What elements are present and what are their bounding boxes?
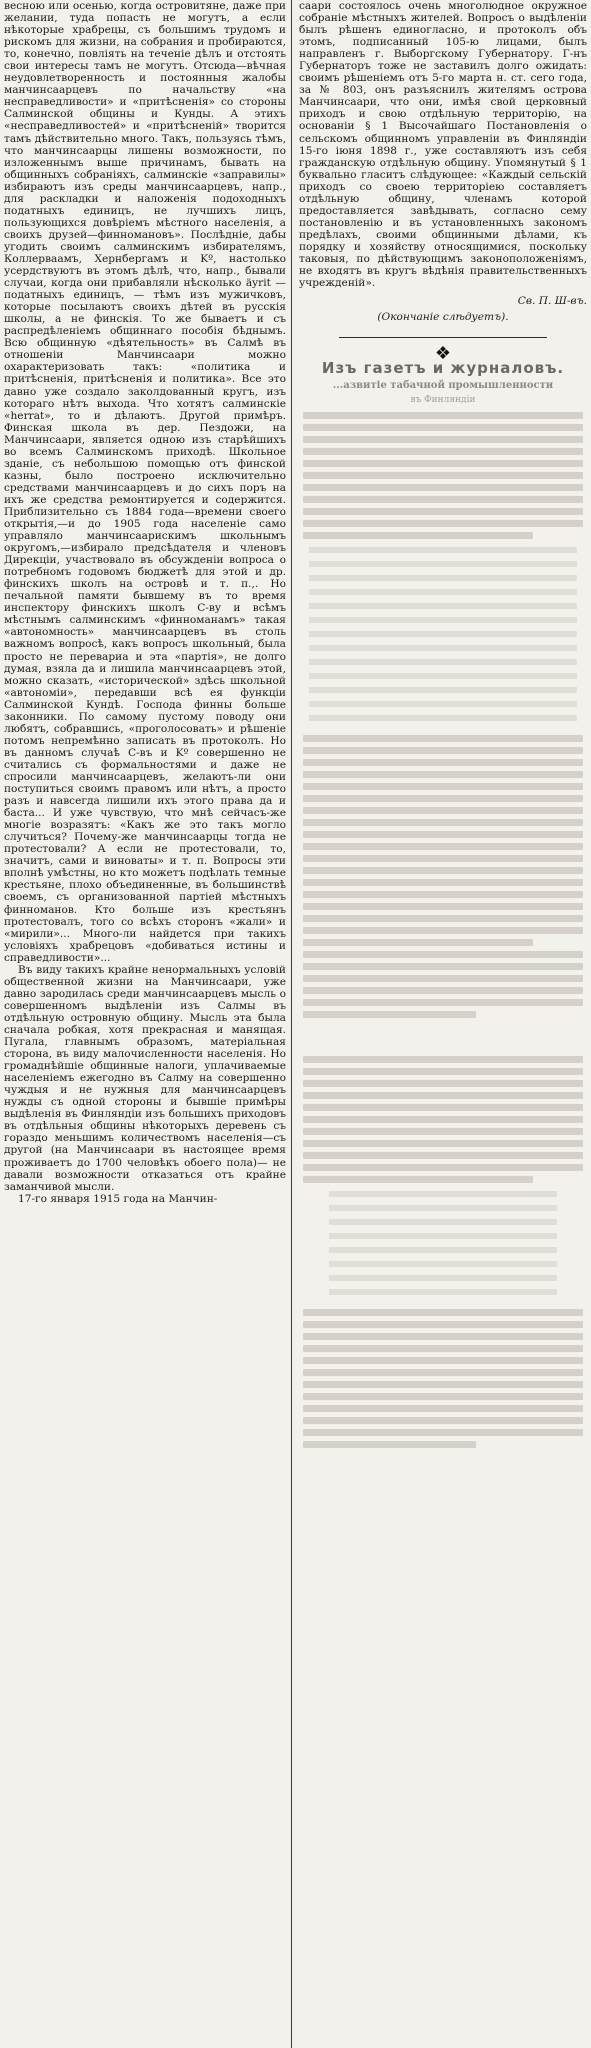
ornament-icon: ❖ [434, 343, 452, 365]
continuation-note: (Окончаніе слѣдуетъ). [377, 311, 509, 324]
section-subheading-2: въ Финляндіи [410, 395, 476, 406]
faded-news-section [299, 343, 587, 1448]
section-subheading: ...азвитіе табачной промышленности [332, 380, 554, 392]
article-paragraph-1: весною или осенью, когда островитяне, даже при желании, туда попасть не могутъ, а если нѣкоторые храбрецы, съ большимъ трудомъ и рискомъ для жизни, на собрания и пробираются, то, конечно, повлiять на теченiе дѣлъ и отстоять свои интересы тамъ не могутъ. Отсюда—вѣчная неудовлетворенность и постоянныя жалобы манчинсаарцевъ по начальству «на несправедливости» и «притѣсненія» со стороны Салминской общины и Кунды. А этихъ «несправедливостей» и «притѣсненій» творится тамъ дѣйствительно много. Такъ, пользуясь тѣмъ, что манчинсаарцы лишены возможности, по изложеннымъ выше причинамъ, бывать на общинныхъ собраніяхъ, салминскіе «заправилы» избираютъ изъ среды манчинсаарцевъ, напр., для раскладки и наложенія подоходныхъ податныхъ единицъ, не лучшихъ лицъ, пользующихся довѣріемъ мѣстного населенія, а своихъ друзей—финномановъ». Послѣдніе, дабы угодить своимъ салминскимъ избирателямъ, Коллерваамъ, Хернбергамъ и Kº, настолько усердствуютъ въ этомъ дѣлѣ, что, напр., бывали случаи, когда они прибавляли нѣсколько äyrit — податныхъ единицъ, — тѣмъ изъ мужичковъ, которые посылаютъ своихъ дѣтей въ русскія школы, а не финскія. То же бываетъ и съ распредѣленіемъ общиннаго пособія бѣднымъ. Всю общинную «дѣятельность» въ Салмѣ въ отношеніи Манчинсаари можно охарактеризовать такъ: «политика и притѣсненія, притѣсненія и политика». Все это давно уже создало заколдованный кругъ, изъ котораго нѣтъ выхода. Что хотятъ салминскіе «herrat», то и дѣлаютъ. Другой примѣръ. Финская школа въ дер. Пездожи, на Манчинсаари, является одною изъ старѣйшихъ во всемъ Салминскомъ приходѣ. Школьное зданіе, съ небольшою помощью отъ финской казны, было построено исключительно средствами манчинсаарцевъ и до сихъ поръ на ихъ же средства ремонтируется и содержится. Приблизительно съ 1884 года—времени своего открытія,—и до 1905 года населеніе само управляло манчинсаарискимъ школьнымъ округомъ,—избирало предсѣдателя и членовъ Дирекціи, участвовало въ обсужденіи вопроса о потребномъ годовомъ бюджетѣ для этой и др. финскихъ школъ на островѣ и т. п.,. Но печальной памяти бывшему въ то время инспектору финскихъ школъ С-ву и всѣмъ мѣстнымъ салминскимъ «финноманамъ» такая «автономность» манчинсаарцевъ въ столь важномъ вопросѣ, какъ вопросъ школьный, была просто не перевариа и эта «партія», не долго думая, взяла да и лишила манчинсаарцевъ этой, можно сказать, «исторической» здѣсь школьной «автономіи», передавши всѣ ея функціи Салминской Кундѣ. Господа финны больше законники. По самому пустому поводу они любятъ, собравшись, «проголосовать» и рѣшеніе потомъ непремѣнно записать въ протоколъ. Но въ данномъ случаѣ С-въ и Kº совершенно не считались съ формальностями и даже не спросили манчинсаарцевъ, желаютъ-ли они поступиться своимъ правомъ или нѣтъ, а просто разъ и навсегда лишили ихъ этого права да и баста... И уже чувствую, что мнѣ сейчасъ-же многіе возразятъ: «Какъ же это такъ могло случиться? Почему-же манчинсаарцы тогда не протестовали? А если не протестовали, то, значитъ, сами и виноваты» и т. п. Вопросы эти вполнѣ умѣстны, но кто можетъ подѣлать темные крестьяне, плохо объединенные, въ большинствѣ своемъ, съ организованной партіей мѣстныхъ финноманов. Кто больше изъ крестьянъ протестовалъ, того со всѣхъ сторонъ «жали» и «мирили»... Много-ли найдется при такихъ условіяхъ храбрецовъ «добиваться истины и справедливости»... [4, 0, 286, 964]
faded-statistics-table [309, 547, 577, 727]
author-signature: Св. П. Ш-въ. [517, 295, 587, 308]
faded-statistics-table-2 [329, 1191, 557, 1301]
faded-text-block-2 [299, 735, 587, 1018]
article-paragraph-2: Въ виду такихъ крайне ненормальныхъ условій общественной жизни на Манчинсаари, уже давно зародилась среди манчинсаарцевъ мысль о совершенномъ выдѣленіи изъ Салмы въ отдѣльную островную общину. Мысль эта была сначала робкая, хотя прекрасная и манящая. Пугала, главнымъ образомъ, матеріальная сторона, въ виду малочисленности населенія. Но громаднѣйшіе общинные налоги, уплачиваемые населеніемъ ежегодно въ Салму на совершенно чуждыя и не нужныя для манчинсаарцевъ нужды съ одной стороны и бывшіе примѣры выдѣленія въ Финляндіи изъ большихъ приходовъ въ отдѣльныя общины нѣкоторыхъ деревень съ гораздо меньшимъ количествомъ населенія—съ другой (на Манчинсаари въ настоящее время проживаетъ до 1700 человѣкъ обоего пола)— не давали возможности отказаться отъ крайне заманчивой мысли. [4, 963, 286, 1193]
faded-text-block-1 [299, 412, 587, 539]
faded-text-block-4 [299, 1309, 587, 1448]
article-paragraph-continued: саари состоялось очень многолюдное окружное собраніе мѣстныхъ жителей. Вопросъ о выдѣленіи былъ рѣшенъ единогласно, и протоколъ объ этомъ, подписанный 105-ю лицами, былъ направленъ г. Выборгскому Губернатору. Г-нъ Губернаторъ тоже не заставилъ долго ожидать: своимъ рѣшеніемъ отъ 5-го марта н. ст. сего года, за № 803, онъ разъяснилъ жителямъ острова Манчинсаари, что они, имѣя свой церковный приходъ и свою отдѣльную территорію, на основаніи § 1 Высочайшаго Постановленія о сельскомъ общинномъ управленіи въ Финляндіи 15-го іюня 1898 г., уже составляютъ изъ себя гражданскую отдѣльную общину. Упомянутый § 1 буквально гласитъ слѣдующее: «Каждый сельскій приходъ со своею территоріею составляетъ отдѣльную общину, членамъ которой предоставляется завѣдывать, согласно сему постановленію и въ установленныхъ закономъ предѣлахъ, своими общинными дѣлами, къ порядку и хозяйству относящимися, поскольку таковыя, по дѣйствующимъ законоположеніямъ, не входятъ въ кругъ вѣдѣнія правительственныхъ учрежденій». [299, 0, 587, 290]
right-column [299, 0, 587, 1453]
column-divider [291, 0, 292, 2048]
article-paragraph-3: 17-го января 1915 года на Манчин- [18, 1192, 218, 1205]
section-separator [339, 331, 547, 338]
left-column [4, 0, 286, 1205]
faded-text-block-3 [299, 1056, 587, 1183]
section-heading: Изъ газетъ и журналовъ. [321, 359, 565, 378]
